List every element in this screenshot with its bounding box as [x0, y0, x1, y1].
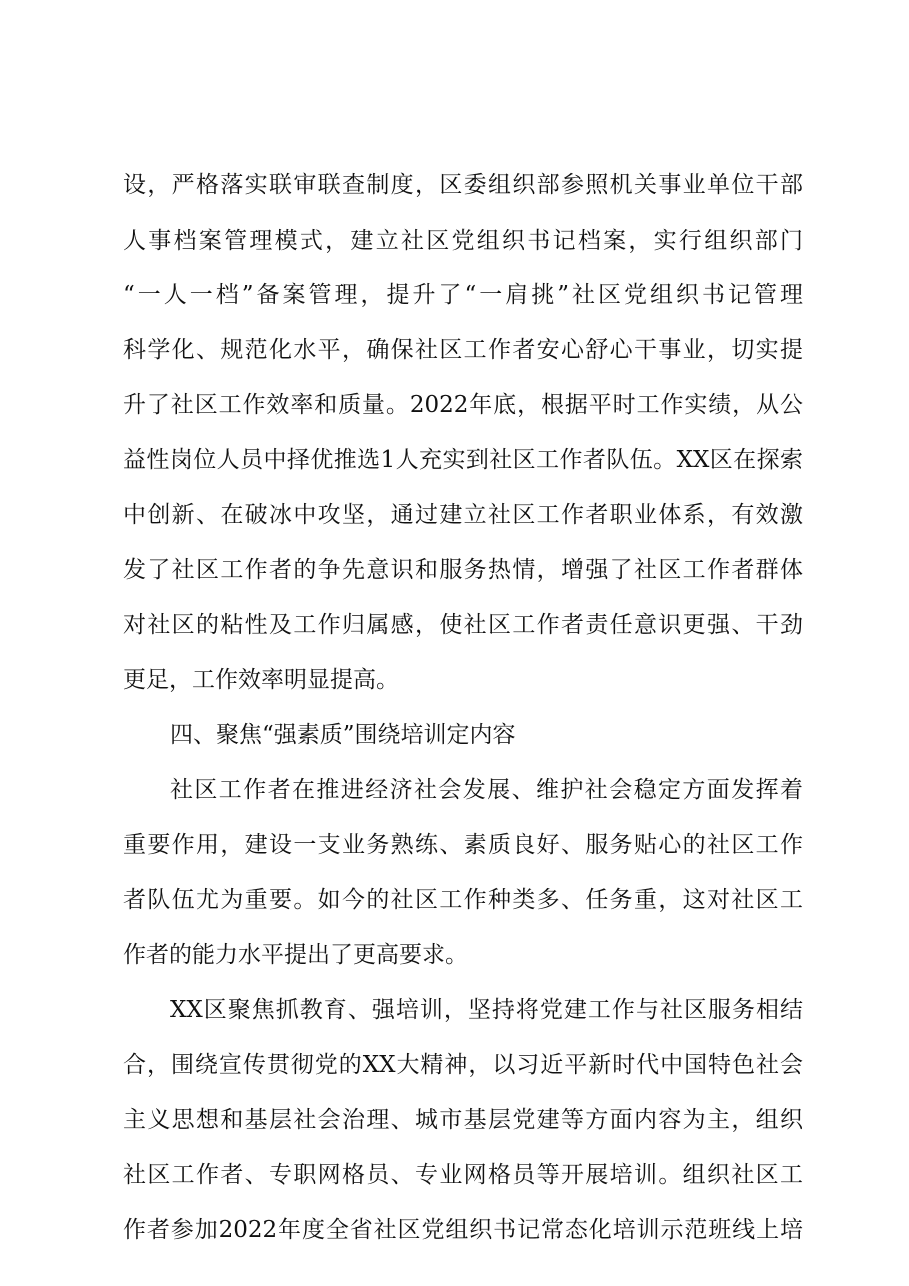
text-line: 科学化、规范化水平，确保社区工作者安心舒心干事业，切实提 [123, 337, 803, 363]
text-line: 作者参加2022年度全省社区党组织书记常态化培训示范班线上培 [123, 1217, 803, 1243]
text-line: XX区聚焦抓教育、强培训，坚持将党建工作与社区服务相结 [170, 997, 803, 1023]
section-heading: 四、聚焦“强素质”围绕培训定内容 [170, 722, 516, 748]
text-line: 作者的能力水平提出了更高要求。 [123, 942, 468, 968]
text-line: 更足，工作效率明显提高。 [123, 667, 399, 693]
text-line: 者队伍尤为重要。如今的社区工作种类多、任务重，这对社区工 [123, 887, 803, 913]
text-line: 设，严格落实联审联查制度，区委组织部参照机关事业单位干部 [123, 172, 803, 198]
text-line: 益性岗位人员中择优推选1人充实到社区工作者队伍。XX区在探索 [123, 447, 803, 473]
text-line: 发了社区工作者的争先意识和服务热情，增强了社区工作者群体 [123, 557, 803, 583]
text-line: 社区工作者、专职网格员、专业网格员等开展培训。组织社区工 [123, 1162, 803, 1188]
text-line: 社区工作者在推进经济社会发展、维护社会稳定方面发挥着 [170, 777, 803, 803]
text-line: 主义思想和基层社会治理、城市基层党建等方面内容为主，组织 [123, 1107, 803, 1133]
text-line: 重要作用，建设一支业务熟练、素质良好、服务贴心的社区工作 [123, 832, 803, 858]
text-line: 对社区的粘性及工作归属感，使社区工作者责任意识更强、干劲 [123, 612, 803, 638]
text-line: 中创新、在破冰中攻坚，通过建立社区工作者职业体系，有效激 [123, 502, 803, 528]
text-line: 人事档案管理模式，建立社区党组织书记档案，实行组织部门 [123, 228, 803, 254]
text-line: 合，围绕宣传贯彻党的XX大精神，以习近平新时代中国特色社会 [123, 1052, 803, 1078]
text-line: 升了社区工作效率和质量。2022年底，根据平时工作实绩，从公 [123, 392, 803, 418]
text-line: “一人一档”备案管理，提升了“一肩挑”社区党组织书记管理 [123, 282, 803, 308]
